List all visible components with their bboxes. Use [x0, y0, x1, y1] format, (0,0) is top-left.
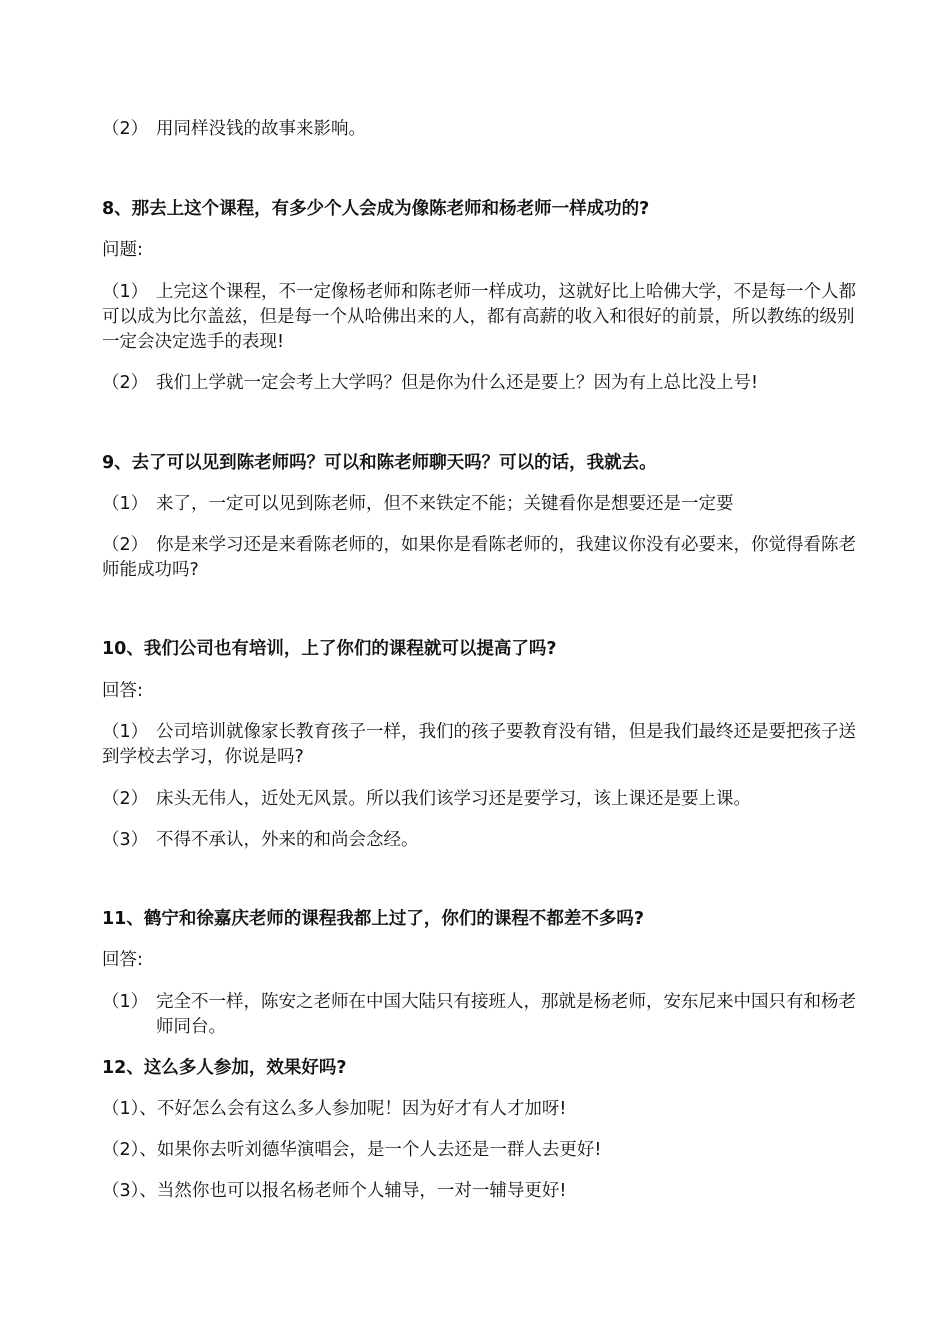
question-heading: 8、那去上这个课程，有多少个人会成为像陈老师和杨老师一样成功的?: [102, 199, 650, 219]
item-text: 床头无伟人，近处无风景。所以我们该学习还是要学习，该上课还是要上课。: [156, 789, 751, 809]
item-number: （2）: [102, 373, 149, 393]
item-number: （2）: [102, 535, 149, 555]
item-number: （1）: [102, 494, 149, 514]
item-text: 你是来学习还是来看陈老师的，如果你是看陈老师的，我建议你没有必要来，你觉得看陈老师能成功吗?: [102, 535, 856, 580]
list-item: [102, 990, 862, 1040]
section-label: 回答:: [102, 950, 143, 970]
list-item: [102, 371, 862, 396]
list-item: [102, 492, 862, 517]
item-text: 我们上学就一定会考上大学吗？但是你为什么还是要上？因为有上总比没上号!: [156, 373, 759, 393]
item-number: （3）: [102, 830, 149, 850]
item-text: 不得不承认，外来的和尚会念经。: [156, 830, 419, 850]
item-number: （2）: [102, 119, 149, 139]
item-text: 来了，一定可以见到陈老师，但不来铁定不能；关键看你是想要还是一定要: [156, 494, 734, 514]
question-heading: 10、我们公司也有培训，上了你们的课程就可以提高了吗?: [102, 639, 557, 659]
list-item: [102, 117, 862, 142]
list-item: [102, 280, 862, 355]
item-number: （1）: [102, 282, 149, 302]
item-number: （1）: [102, 722, 149, 742]
item-number: （1）: [102, 992, 149, 1012]
list-item: （1）、不好怎么会有这么多人参加呢！因为好才有人才加呀!: [102, 1099, 567, 1119]
question-heading: 11、鹤宁和徐嘉庆老师的课程我都上过了，你们的课程不都差不多吗?: [102, 909, 645, 929]
item-text: 上完这个课程，不一定像杨老师和陈老师一样成功，这就好比上哈佛大学，不是每一个人都可以成为比尔盖兹，但是每一个从哈佛出来的人，都有高薪的收入和很好的前景，所以教练的级别一定会决定选手的表现!: [102, 282, 856, 352]
section-label: 回答:: [102, 681, 143, 701]
list-item: [102, 787, 862, 812]
question-heading: 12、这么多人参加，效果好吗?: [102, 1058, 347, 1078]
question-heading: 9、去了可以见到陈老师吗？可以和陈老师聊天吗？可以的话，我就去。: [102, 453, 657, 473]
item-text: 公司培训就像家长教育孩子一样，我们的孩子要教育没有错，但是我们最终还是要把孩子送到学校去学习，你说是吗?: [102, 722, 856, 767]
item-text: 用同样没钱的故事来影响。: [156, 119, 366, 139]
list-item: （3）、当然你也可以报名杨老师个人辅导，一对一辅导更好!: [102, 1181, 567, 1201]
list-item: [102, 720, 862, 770]
list-item: [102, 828, 862, 853]
item-number: （2）: [102, 789, 149, 809]
section-label: 问题:: [102, 240, 143, 260]
item-text: 完全不一样，陈安之老师在中国大陆只有接班人，那就是杨老师，安东尼来中国只有和杨老师同台。: [156, 992, 856, 1037]
list-item: [102, 533, 862, 583]
list-item: （2）、如果你去听刘德华演唱会，是一个人去还是一群人去更好!: [102, 1140, 602, 1160]
